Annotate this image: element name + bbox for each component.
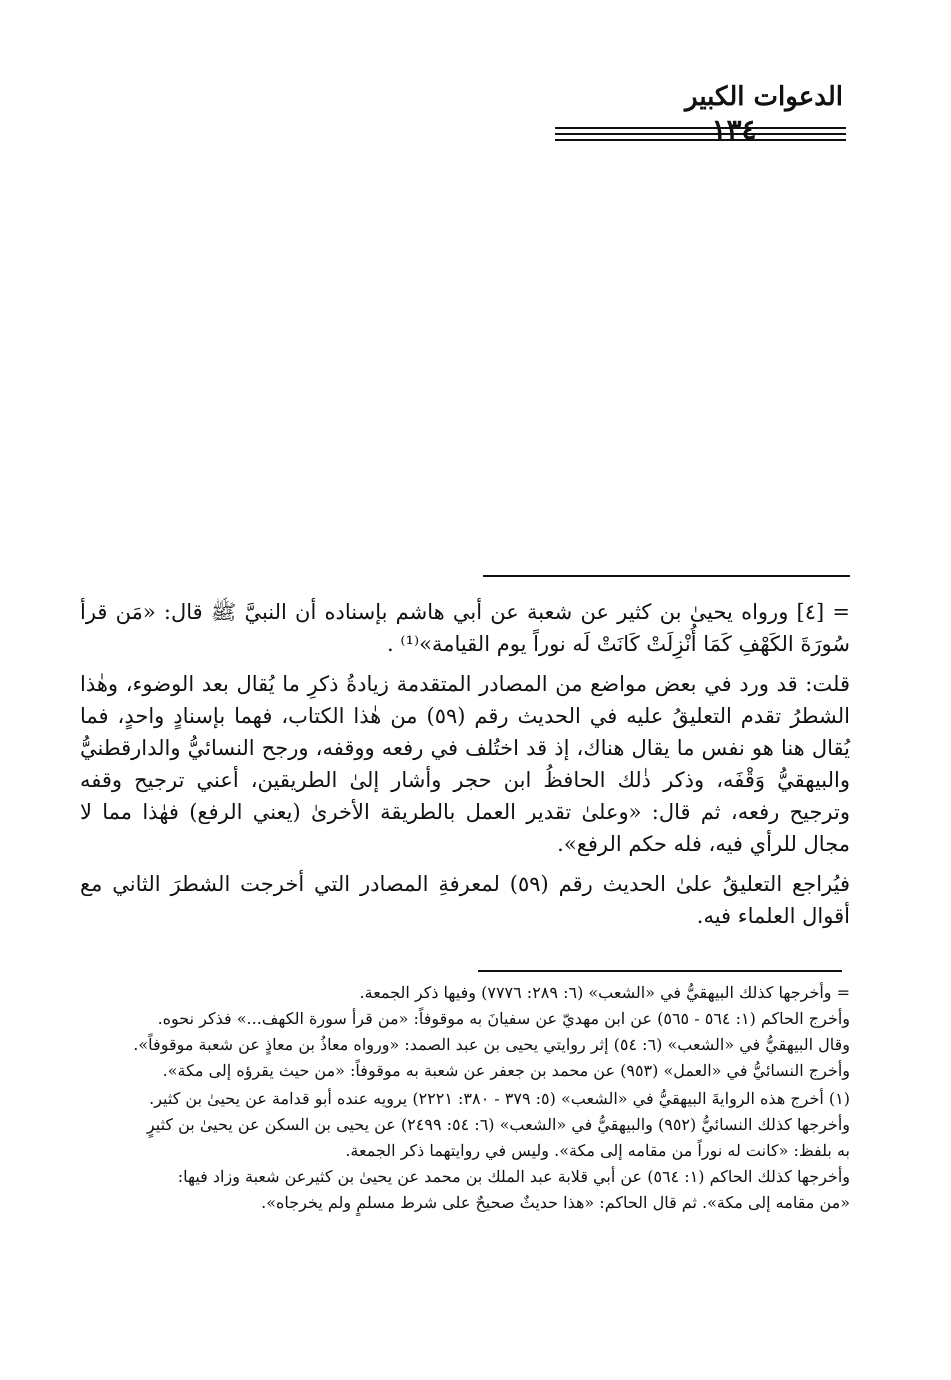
paragraph-commentary: قلت: قد ورد في بعض مواضع من المصادر المتقدمة زيادةُ ذكرِ ما يُقال بعد الوضوء، وهٰذا الشطرُ تقدم التعليقُ عليه في الحديث رقم (٥٩) من هٰذا الكتاب، فهما بإسنادٍ واحدٍ، فما يُقال هنا هو نفس ما يقال هناك، إذ قد اختُلف في رفعه ووقفه، ورجح النسائيُّ والدارقطنيُّ والبيهقيُّ وَقْفَه، وذكر ذٰلك الحافظُ ابن حجر وأشار إلىٰ الطريقين، أعني ترجيح وقفه وترجيح رفعه، ثم قال: «وعلىٰ تقدير العمل بالطريقة الأخرىٰ (يعني الرفع) فهٰذا مما لا مجال للرأي فيه، فله حكم الرفع».	[80, 672, 850, 856]
page-number-rule-top	[780, 127, 846, 129]
footnote-1-line: (١) أخرج هذه الروايةَ البيهقيُّ في «الشعب» (٥: ٣٧٩ - ٣٨٠: ٢٢٢١) يرويه عنده أبو قدامة عن يحيىٰ بن كثير.	[149, 1089, 850, 1108]
footnote-line: = وأخرجها كذلك البيهقيُّ في «الشعب» (٦: ٢٨٩: ٧٧٧٦) وفيها ذكر الجمعة.	[359, 983, 850, 1002]
body-separator-rule	[483, 575, 850, 577]
footnote-1-line: به بلفظ: «كانت له نوراً من مقامه إلى مكة». وليس في روايتهما ذكر الجمعة.	[345, 1141, 850, 1160]
footnote-1-line: وأخرجها كذلك النسائيُّ (٩٥٢) والبيهقيُّ في «الشعب» (٦: ٥٤: ٢٤٩٩) عن يحيى بن السكن عن يحيىٰ بن كثيرٍ	[146, 1115, 850, 1134]
page-number: ١٣٤	[711, 113, 757, 146]
page-number-rule-bottom	[780, 139, 846, 141]
footnote-line: وقال البيهقيُّ في «الشعب» (٦: ٥٤) إثر روايتي يحيى بن عبد الصمد: «ورواه معاذُ بن معاذٍ عن شعبة موقوفاً».	[133, 1035, 850, 1054]
running-header-title: الدعوات الكبير	[684, 82, 843, 112]
footnotes	[72, 980, 850, 1216]
footnote-separator-rule	[478, 970, 842, 972]
main-text	[80, 596, 850, 940]
footnote-1-line: «من مقامه إلى مكة». ثم قال الحاكم: «هذا حديثٌ صحيحٌ على شرط مسلمٍ ولم يخرجاه».	[261, 1193, 850, 1212]
footnote-1-line: وأخرجها كذلك الحاكم (١: ٥٦٤) عن أبي قلابة عبد الملك بن محمد عن يحيىٰ بن كثيرعن شعبة وزاد فيها:	[177, 1167, 850, 1186]
paragraph-reference: فيُراجع التعليقُ علىٰ الحديث رقم (٥٩) لمعرفةِ المصادر التي أخرجت الشطرَ الثاني مع أقوال العلماء فيه.	[80, 872, 850, 928]
paragraph-continued-note: = [٤] ورواه يحيىٰ بن كثير عن شعبة عن أبي هاشم بإسناده أن النبيَّ ﷺ قال: «مَن قرأ سُورَةَ الكَهْفِ كَمَا أُنْزِلَتْ كَانَتْ لَه نوراً يوم القيامة»⁽¹⁾ .	[80, 600, 850, 656]
footnote-line: وأخرج الحاكم (١: ٥٦٤ - ٥٦٥) عن ابن مهديّ عن سفيانَ به موقوفاً: «من قرأ سورة الكهف...» فذكر نحوه.	[157, 1009, 850, 1028]
footnote-line: وأخرج النسائيُّ في «العمل» (٩٥٣) عن محمد بن جعفر عن شعبة به موقوفاً: «من حيث يقرؤه إلى مكة».	[162, 1061, 850, 1080]
page-number-rule-middle	[780, 133, 846, 135]
